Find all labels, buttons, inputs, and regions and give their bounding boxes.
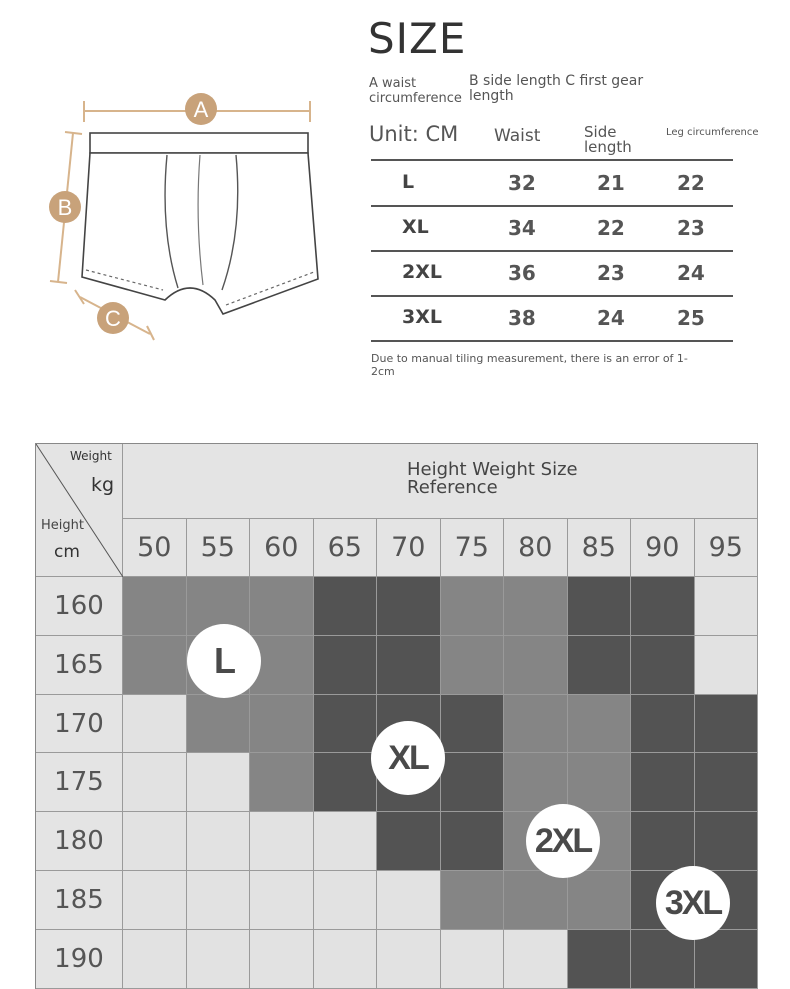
height-header-170: 170 [36, 695, 123, 754]
height-header-190: 190 [36, 930, 123, 989]
grid-cell [314, 753, 378, 812]
weight-axis-label: Weight [70, 449, 112, 463]
waist-value: 34 [508, 216, 536, 240]
grid-cell [377, 577, 441, 636]
grid-cell [631, 695, 695, 754]
grid-cell [250, 871, 314, 930]
grid-cell [123, 753, 187, 812]
side-value: 22 [597, 216, 625, 240]
grid-cell [441, 577, 505, 636]
grid-cell [568, 577, 632, 636]
table-row [371, 161, 733, 207]
legend-side-gear: B side length C first gear length [469, 73, 644, 104]
grid-cell [250, 695, 314, 754]
diagram-label-b: B [57, 195, 73, 220]
grid-cell [441, 636, 505, 695]
leg-value: 25 [677, 306, 705, 330]
height-header-175: 175 [36, 753, 123, 812]
side-value: 24 [597, 306, 625, 330]
weight-unit: kg [91, 474, 115, 496]
grid-cell [187, 753, 251, 812]
weight-header-95: 95 [695, 519, 759, 577]
table-row [371, 251, 733, 297]
grid-cell [441, 812, 505, 871]
unit-label: Unit: CM [369, 122, 459, 146]
column-header-leg: Leg circumference [666, 127, 759, 138]
column-header-waist: Waist [494, 126, 541, 146]
grid-cell [695, 930, 759, 989]
grid-cell [377, 636, 441, 695]
table-row [371, 296, 733, 342]
height-unit: cm [54, 542, 80, 562]
grid-cell [123, 930, 187, 989]
size-badge-l: L [187, 624, 261, 698]
grid-cell [695, 695, 759, 754]
grid-cell [441, 871, 505, 930]
shorts-diagram [40, 88, 330, 348]
grid-cell [441, 930, 505, 989]
grid-cell [695, 812, 759, 871]
grid-cell [123, 636, 187, 695]
grid-cell [187, 695, 251, 754]
leg-value: 24 [677, 261, 705, 285]
column-header-side-length: Side length [584, 123, 632, 156]
grid-cell [250, 930, 314, 989]
weight-header-50: 50 [123, 519, 187, 577]
diagram-label-a: A [193, 97, 209, 122]
grid-cell [631, 753, 695, 812]
size-title: SIZE [368, 14, 467, 63]
grid-cell [695, 577, 759, 636]
waist-value: 38 [508, 306, 536, 330]
measurement-note: Due to manual tiling measurement, there is an error of 1-2cm [371, 352, 688, 378]
grid-title: Height Weight Size Reference [407, 459, 578, 498]
grid-cell [123, 695, 187, 754]
leg-value: 23 [677, 216, 705, 240]
grid-cell [377, 871, 441, 930]
grid-cell [314, 930, 378, 989]
grid-cell [568, 871, 632, 930]
grid-cell [377, 930, 441, 989]
grid-cell [187, 812, 251, 871]
grid-cell [568, 636, 632, 695]
grid-cell [187, 871, 251, 930]
height-header-185: 185 [36, 871, 123, 930]
size-label: 3XL [402, 306, 442, 328]
grid-cell [377, 812, 441, 871]
height-header-160: 160 [36, 577, 123, 636]
size-badge-3xl: 3XL [656, 866, 730, 940]
weight-header-75: 75 [441, 519, 505, 577]
grid-cell [250, 577, 314, 636]
weight-header-70: 70 [377, 519, 441, 577]
grid-cell [631, 577, 695, 636]
grid-cell [314, 871, 378, 930]
weight-header-85: 85 [568, 519, 632, 577]
size-label: L [402, 171, 415, 193]
grid-cell [631, 636, 695, 695]
grid-cell [314, 812, 378, 871]
grid-cell [504, 871, 568, 930]
grid-cell [314, 695, 378, 754]
height-header-180: 180 [36, 812, 123, 871]
table-row [371, 206, 733, 252]
grid-cell [695, 636, 759, 695]
grid-cell [504, 695, 568, 754]
weight-header-60: 60 [250, 519, 314, 577]
grid-cell [504, 636, 568, 695]
grid-cell [314, 577, 378, 636]
grid-cell [123, 871, 187, 930]
grid-cell [187, 930, 251, 989]
weight-header-65: 65 [314, 519, 378, 577]
size-label: 2XL [402, 261, 442, 283]
waist-value: 32 [508, 171, 536, 195]
grid-cell [695, 753, 759, 812]
grid-cell [250, 753, 314, 812]
side-value: 21 [597, 171, 625, 195]
grid-cell [123, 812, 187, 871]
grid-cell [631, 812, 695, 871]
size-label: XL [402, 216, 429, 238]
diagram-label-c: C [105, 306, 121, 331]
grid-cell [504, 577, 568, 636]
height-header-165: 165 [36, 636, 123, 695]
grid-corner [36, 444, 123, 577]
size-badge-2xl: 2XL [526, 804, 600, 878]
grid-cell [250, 812, 314, 871]
grid-title-cell [123, 444, 758, 519]
waist-value: 36 [508, 261, 536, 285]
weight-header-80: 80 [504, 519, 568, 577]
size-badge-xl: XL [371, 721, 445, 795]
leg-value: 22 [677, 171, 705, 195]
grid-cell [314, 636, 378, 695]
grid-cell [568, 695, 632, 754]
weight-header-90: 90 [631, 519, 695, 577]
weight-header-55: 55 [187, 519, 251, 577]
grid-cell [441, 753, 505, 812]
height-axis-label: Height [41, 518, 84, 533]
grid-cell [568, 930, 632, 989]
legend-waist: A waist circumference [369, 76, 462, 106]
size-reference-grid [35, 443, 758, 989]
side-value: 23 [597, 261, 625, 285]
grid-cell [123, 577, 187, 636]
grid-cell [504, 930, 568, 989]
grid-cell [568, 753, 632, 812]
grid-cell [441, 695, 505, 754]
